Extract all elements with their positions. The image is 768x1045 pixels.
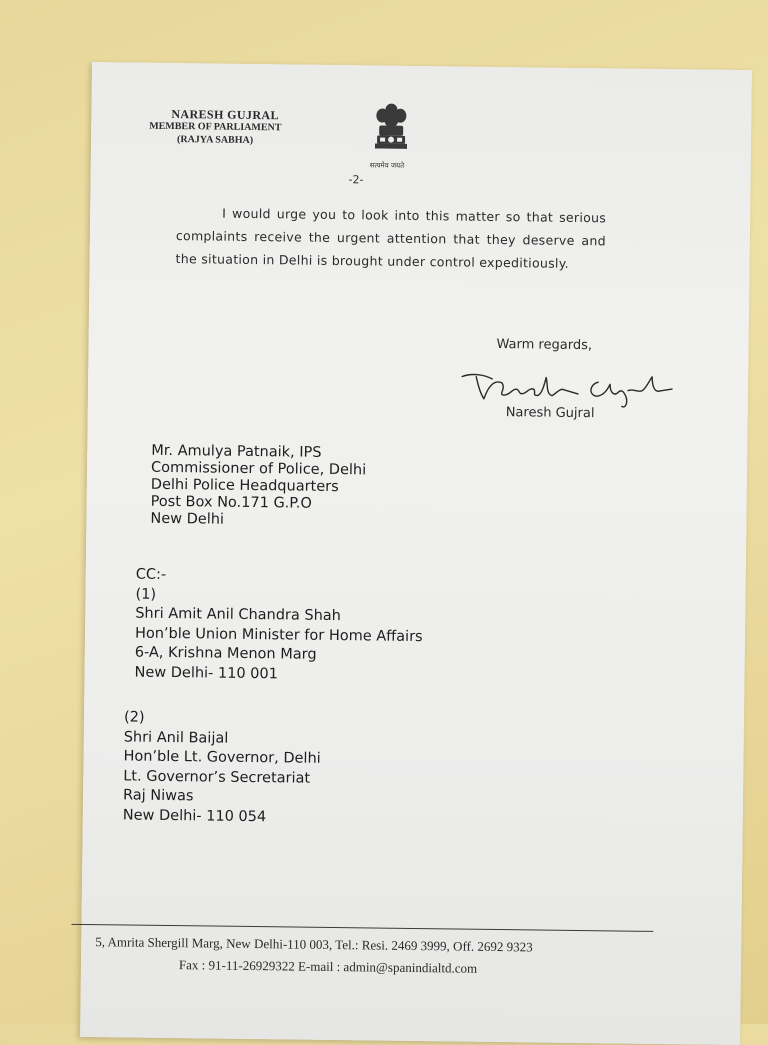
letterhead-name: NARESH GUJRAL <box>171 106 279 123</box>
national-emblem-icon <box>371 101 412 161</box>
page-number: -2- <box>348 173 364 187</box>
letter-page <box>80 62 752 1045</box>
letterhead-role: MEMBER OF PARLIAMENT <box>149 120 282 134</box>
cc-line: Hon’ble Union Minister for Home Affairs <box>134 625 423 645</box>
cc-line: New Delhi- 110 001 <box>134 664 279 682</box>
body-paragraph-text: I would urge you to look into this matter so that serious complaints receive the urgent attention that they deserve and the situation in Delhi is brought under control expeditiously. <box>175 205 607 271</box>
footer-address: 5, Amrita Shergill Marg, New Delhi-110 003, Tel.: Resi. 2469 3999, Off. 2692 9323 <box>95 934 533 955</box>
footer-contact: Fax : 91-11-26929322 E-mail : admin@spanindialtd.com <box>178 957 478 976</box>
recipient-address <box>150 443 366 531</box>
cc-line: Shri Anil Baijal <box>123 728 229 747</box>
cc-block-1 <box>134 566 423 687</box>
handwritten-signature <box>458 366 678 409</box>
cc-line: Lt. Governor’s Secretariat <box>123 767 311 787</box>
cc-line: Hon’ble Lt. Governor, Delhi <box>123 748 321 767</box>
recipient-line: Delhi Police Headquarters <box>150 476 339 496</box>
cc-line: Shri Amit Anil Chandra Shah <box>135 605 342 625</box>
cc-number: (2) <box>123 709 145 726</box>
cc-label: CC:- <box>135 566 167 583</box>
cc-block-2 <box>123 708 322 827</box>
recipient-line: Commissioner of Police, Delhi <box>150 459 367 479</box>
signatory-name: Naresh Gujral <box>505 405 595 422</box>
recipient-line: New Delhi <box>150 510 225 528</box>
cc-line: New Delhi- 110 054 <box>122 806 267 825</box>
cc-line: 6-A, Krishna Menon Marg <box>134 644 317 663</box>
recipient-line: Mr. Amulya Patnaik, IPS <box>151 442 322 461</box>
letterhead-house: (RAJYA SABHA) <box>176 134 254 146</box>
closing-salutation: Warm regards, <box>496 336 593 354</box>
cc-line: Raj Niwas <box>122 787 194 805</box>
cc-number: (1) <box>135 586 157 603</box>
footer-divider <box>71 924 653 932</box>
body-paragraph <box>175 201 606 275</box>
emblem-motto: सत्यमेव जयते <box>369 161 405 170</box>
recipient-line: Post Box No.171 G.P.O <box>150 493 312 512</box>
